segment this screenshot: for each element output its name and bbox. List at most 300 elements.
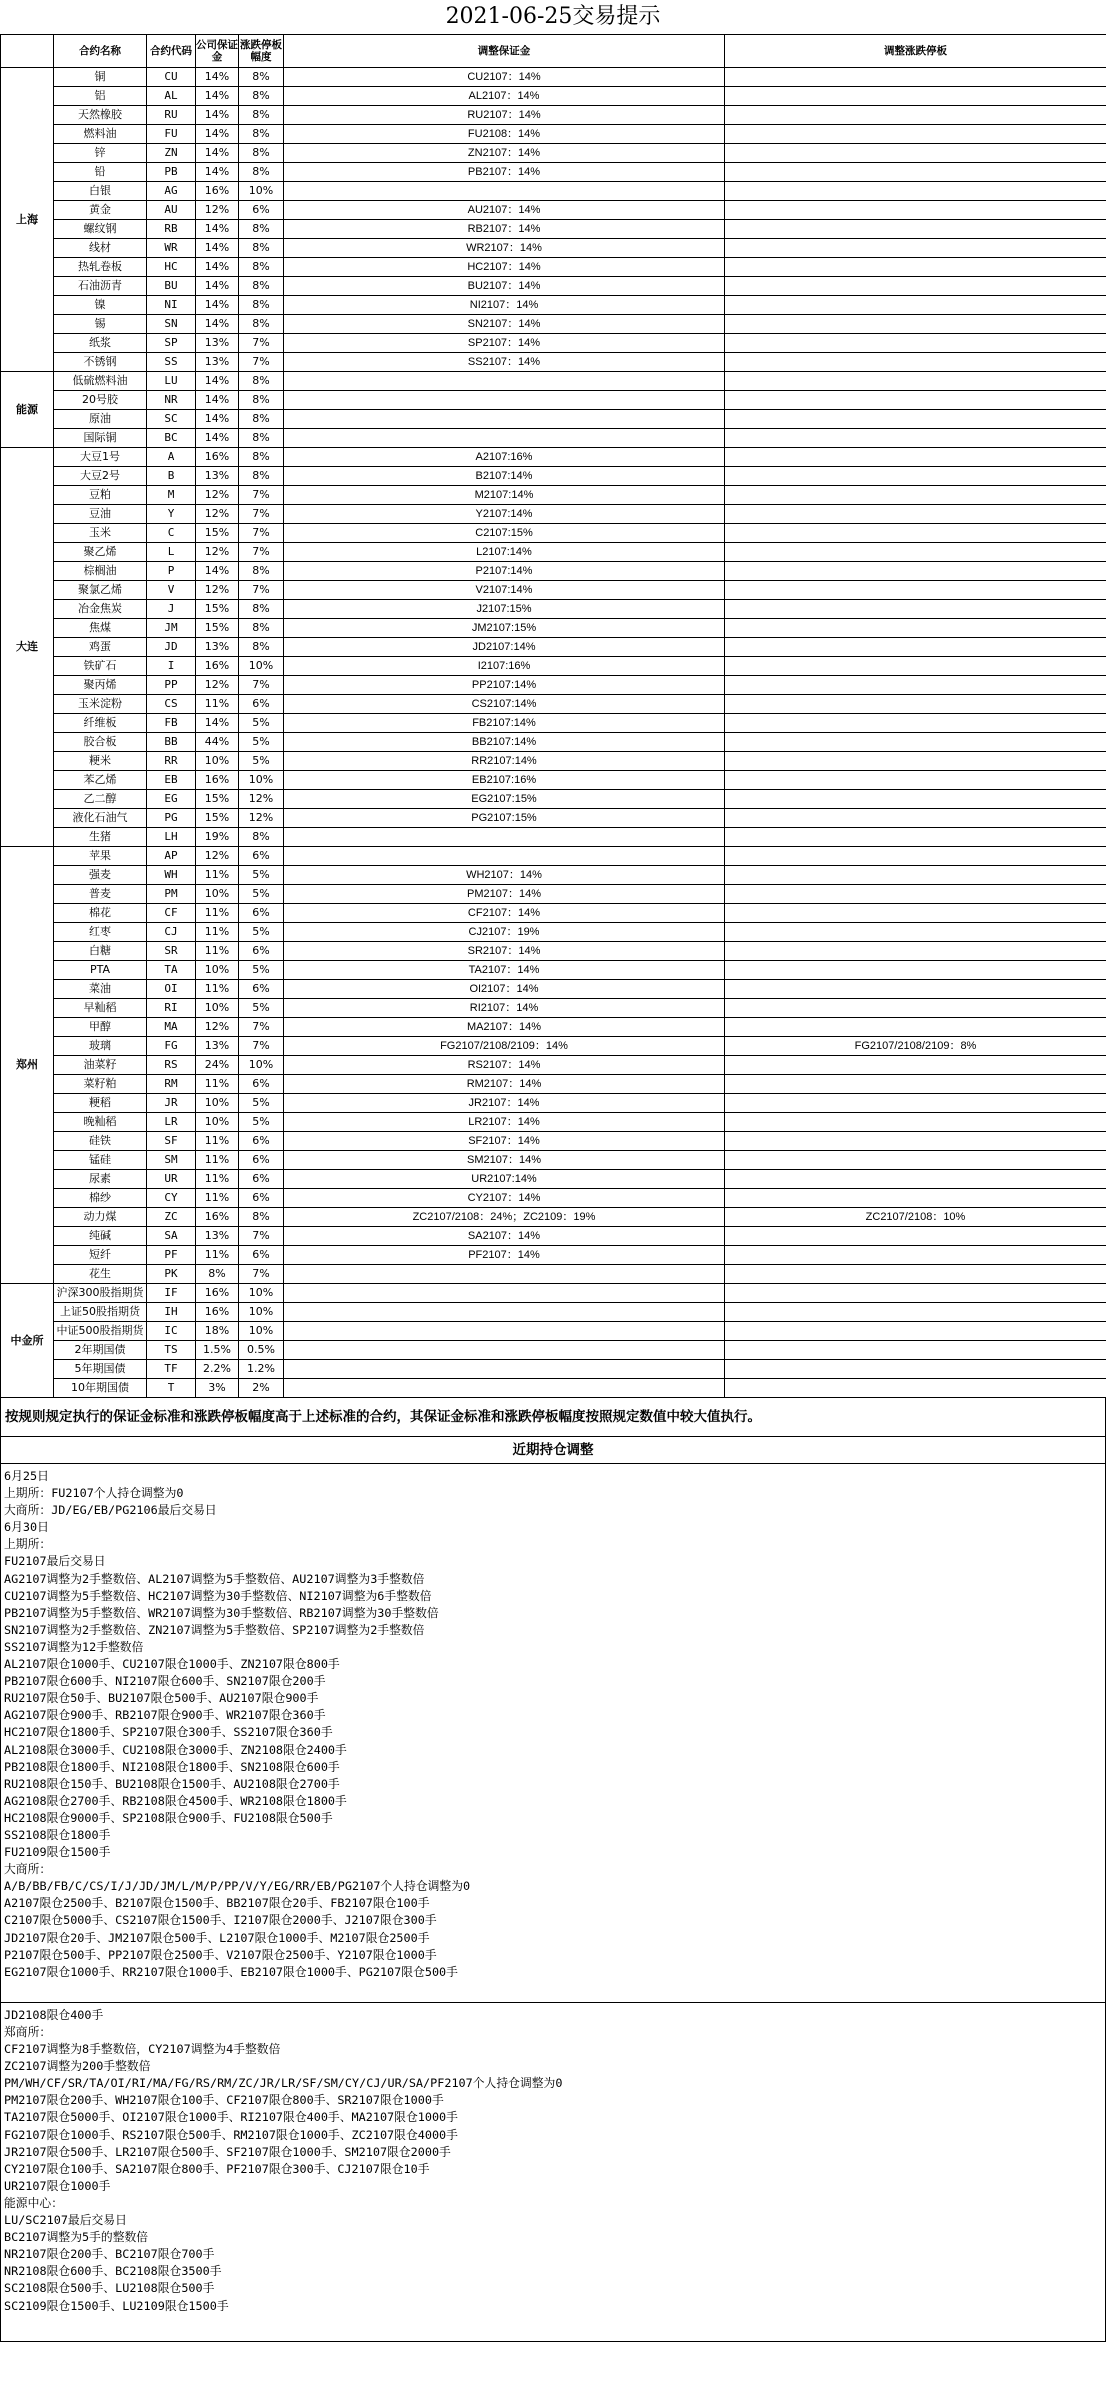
company-margin: 15% (196, 809, 239, 828)
adjusted-limit (725, 353, 1106, 372)
position-line: CF2107调整为8手整数倍，CY2107调整为4手整数倍 (4, 2042, 281, 2057)
contract-name: 硅铁 (54, 1132, 147, 1151)
adjusted-limit (725, 1246, 1106, 1265)
company-margin: 12% (196, 505, 239, 524)
table-row (1, 391, 1106, 410)
price-limit: 12% (239, 790, 284, 809)
position-line: 郑商所： (4, 2025, 52, 2039)
position-line: ZC2107调整为200手整数倍 (4, 2059, 151, 2074)
company-margin: 3% (196, 1379, 239, 1398)
contract-code: TA (147, 961, 196, 980)
adjusted-limit (725, 1322, 1106, 1341)
adjusted-margin: HC2107：14% (284, 258, 725, 277)
divider (1, 2002, 1105, 2003)
contract-code: AG (147, 182, 196, 201)
position-line: HC2108限仓9000手、SP2108限仓900手、FU2108限仓500手 (4, 1810, 333, 1825)
table-row (1, 562, 1106, 581)
table-row (1, 980, 1106, 999)
contract-name: 液化石油气 (54, 809, 147, 828)
company-margin: 15% (196, 524, 239, 543)
adjusted-limit (725, 904, 1106, 923)
contract-name: 动力煤 (54, 1208, 147, 1227)
position-line: AG2107调整为2手整数倍、AL2107调整为5手整数倍、AU2107调整为3手整数倍 (4, 1571, 425, 1586)
contract-code: SN (147, 315, 196, 334)
table-row (1, 999, 1106, 1018)
adjusted-margin: FB2107:14% (284, 714, 725, 733)
contract-code: CF (147, 904, 196, 923)
contract-code: FG (147, 1037, 196, 1056)
price-limit: 5% (239, 885, 284, 904)
company-margin: 16% (196, 448, 239, 467)
contract-name: 焦煤 (54, 619, 147, 638)
table-row (1, 1094, 1106, 1113)
position-line: TA2107限仓5000手、OI2107限仓1000手、RI2107限仓400手、MA2107限仓1000手 (4, 2110, 458, 2125)
table-row (1, 258, 1106, 277)
header-limit: 涨跌停板幅度 (239, 35, 284, 68)
contract-code: RI (147, 999, 196, 1018)
exchange-cell: 中金所 (1, 1284, 54, 1398)
contract-name: 不锈钢 (54, 353, 147, 372)
company-margin: 11% (196, 980, 239, 999)
adjusted-margin: SN2107：14% (284, 315, 725, 334)
contract-name: 棕榈油 (54, 562, 147, 581)
position-line: EG2107限仓1000手、RR2107限仓1000手、EB2107限仓1000手、PG2107限仓500手 (4, 1964, 458, 1979)
adjusted-margin: RB2107：14% (284, 220, 725, 239)
price-limit: 8% (239, 391, 284, 410)
contract-code: PG (147, 809, 196, 828)
contract-name: 玉米 (54, 524, 147, 543)
table-row (1, 410, 1106, 429)
contract-name: 玉米淀粉 (54, 695, 147, 714)
adjusted-limit (725, 790, 1106, 809)
contract-code: SC (147, 410, 196, 429)
table-row (1, 1189, 1106, 1208)
company-margin: 11% (196, 1151, 239, 1170)
price-limit: 8% (239, 258, 284, 277)
company-margin: 11% (196, 904, 239, 923)
contract-code: RU (147, 106, 196, 125)
adjusted-limit (725, 201, 1106, 220)
contract-name: 纸浆 (54, 334, 147, 353)
contract-name: 强麦 (54, 866, 147, 885)
position-line: PB2108限仓1800手、NI2108限仓1800手、SN2108限仓600手 (4, 1759, 340, 1774)
contract-code: I (147, 657, 196, 676)
price-limit: 8% (239, 239, 284, 258)
position-line: FG2107限仓1000手、RS2107限仓500手、RM2107限仓1000手、ZC2107限仓4000手 (4, 2127, 458, 2142)
contract-name: 热轧卷板 (54, 258, 147, 277)
company-margin: 12% (196, 486, 239, 505)
adjusted-margin (284, 182, 725, 201)
contract-name: 锌 (54, 144, 147, 163)
price-limit: 2% (239, 1379, 284, 1398)
adjusted-margin: EG2107:15% (284, 790, 725, 809)
table-row (1, 486, 1106, 505)
contract-code: C (147, 524, 196, 543)
table-row (1, 1151, 1106, 1170)
company-margin: 12% (196, 543, 239, 562)
adjusted-limit (725, 885, 1106, 904)
contract-code: AP (147, 847, 196, 866)
company-margin: 44% (196, 733, 239, 752)
adjusted-limit (725, 676, 1106, 695)
table-row (1, 695, 1106, 714)
position-line: P2107限仓500手、PP2107限仓2500手、V2107限仓2500手、Y2107限仓1000手 (4, 1947, 437, 1962)
table-row (1, 619, 1106, 638)
contract-name: 胶合板 (54, 733, 147, 752)
price-limit: 10% (239, 771, 284, 790)
adjusted-limit (725, 296, 1106, 315)
position-line: JR2107限仓500手、LR2107限仓500手、SF2107限仓1000手、SM2107限仓2000手 (4, 2144, 451, 2159)
adjusted-limit (725, 87, 1106, 106)
adjusted-limit (725, 1360, 1106, 1379)
company-margin: 11% (196, 1189, 239, 1208)
price-limit: 6% (239, 695, 284, 714)
contract-name: 甲醇 (54, 1018, 147, 1037)
table-row (1, 315, 1106, 334)
company-margin: 13% (196, 334, 239, 353)
adjusted-margin (284, 1265, 725, 1284)
table-row (1, 372, 1106, 391)
table-row (1, 106, 1106, 125)
adjusted-limit (725, 1094, 1106, 1113)
position-line: LU/SC2107最后交易日 (4, 2213, 127, 2228)
company-margin: 12% (196, 676, 239, 695)
company-margin: 14% (196, 125, 239, 144)
price-limit: 7% (239, 505, 284, 524)
table-row (1, 961, 1106, 980)
contract-code: A (147, 448, 196, 467)
contract-code: LH (147, 828, 196, 847)
company-margin: 10% (196, 961, 239, 980)
company-margin: 15% (196, 790, 239, 809)
company-margin: 16% (196, 182, 239, 201)
contract-name: 铁矿石 (54, 657, 147, 676)
price-limit: 8% (239, 163, 284, 182)
adjusted-limit (725, 1379, 1106, 1398)
contract-code: MA (147, 1018, 196, 1037)
contract-name: 菜籽粕 (54, 1075, 147, 1094)
position-line: NR2107限仓200手、BC2107限仓700手 (4, 2247, 215, 2262)
price-limit: 7% (239, 1227, 284, 1246)
adjusted-margin: SA2107：14% (284, 1227, 725, 1246)
adjusted-margin: PF2107：14% (284, 1246, 725, 1265)
company-margin: 11% (196, 695, 239, 714)
contract-code: JM (147, 619, 196, 638)
exchange-cell: 大连 (1, 448, 54, 847)
adjusted-limit (725, 144, 1106, 163)
company-margin: 10% (196, 1094, 239, 1113)
adjusted-margin: MA2107：14% (284, 1018, 725, 1037)
adjusted-margin: JD2107:14% (284, 638, 725, 657)
company-margin: 11% (196, 923, 239, 942)
table-row (1, 847, 1106, 866)
company-margin: 14% (196, 68, 239, 87)
adjusted-limit (725, 1113, 1106, 1132)
contract-name: 粳米 (54, 752, 147, 771)
contract-code: PM (147, 885, 196, 904)
price-limit: 6% (239, 1246, 284, 1265)
table-row (1, 334, 1106, 353)
contract-name: 普麦 (54, 885, 147, 904)
header-code: 合约代码 (147, 35, 196, 68)
table-row (1, 1075, 1106, 1094)
adjusted-limit (725, 220, 1106, 239)
contract-name: 棉纱 (54, 1189, 147, 1208)
adjusted-limit (725, 809, 1106, 828)
contract-name: 5年期国债 (54, 1360, 147, 1379)
adjusted-margin: V2107:14% (284, 581, 725, 600)
rule-note: 按规则规定执行的保证金标准和涨跌停板幅度高于上述标准的合约，其保证金标准和涨跌停板幅度按照规定数值中较大值执行。 (0, 1398, 1106, 1437)
position-line: A2107限仓2500手、B2107限仓1500手、BB2107限仓20手、FB2107限仓100手 (4, 1896, 430, 1911)
company-margin: 24% (196, 1056, 239, 1075)
adjusted-limit (725, 163, 1106, 182)
contract-name: 燃料油 (54, 125, 147, 144)
company-margin: 14% (196, 258, 239, 277)
company-margin: 12% (196, 847, 239, 866)
adjusted-margin: FU2108：14% (284, 125, 725, 144)
table-row (1, 220, 1106, 239)
company-margin: 16% (196, 657, 239, 676)
table-row (1, 505, 1106, 524)
price-limit: 6% (239, 1132, 284, 1151)
adjusted-margin: WR2107：14% (284, 239, 725, 258)
table-row (1, 1132, 1106, 1151)
company-margin: 14% (196, 372, 239, 391)
table-row (1, 68, 1106, 87)
contract-code: FU (147, 125, 196, 144)
contract-code: CY (147, 1189, 196, 1208)
price-limit: 7% (239, 1018, 284, 1037)
contract-code: ZN (147, 144, 196, 163)
adjusted-limit (725, 334, 1106, 353)
position-line: AL2108限仓3000手、CU2108限仓3000手、ZN2108限仓2400手 (4, 1742, 347, 1757)
adjusted-margin: PB2107：14% (284, 163, 725, 182)
table-row (1, 467, 1106, 486)
price-limit: 7% (239, 581, 284, 600)
position-line: SN2107调整为2手整数倍、ZN2107调整为5手整数倍、SP2107调整为2手整数倍 (4, 1622, 425, 1637)
price-limit: 6% (239, 1151, 284, 1170)
table-row (1, 942, 1106, 961)
contract-code: PP (147, 676, 196, 695)
price-limit: 10% (239, 182, 284, 201)
table-row (1, 1322, 1106, 1341)
price-limit: 8% (239, 429, 284, 448)
contract-code: SA (147, 1227, 196, 1246)
contract-code: TS (147, 1341, 196, 1360)
table-row (1, 657, 1106, 676)
price-limit: 7% (239, 543, 284, 562)
contract-code: BC (147, 429, 196, 448)
company-margin: 14% (196, 391, 239, 410)
position-line: PB2107调整为5手整数倍、WR2107调整为30手整数倍、RB2107调整为30手整数倍 (4, 1605, 439, 1620)
price-limit: 6% (239, 904, 284, 923)
contract-name: 锰硅 (54, 1151, 147, 1170)
position-line: 上期所：FU2107个人持仓调整为0 (4, 1486, 184, 1501)
position-line: C2107限仓5000手、CS2107限仓1500手、I2107限仓2000手、J2107限仓300手 (4, 1913, 437, 1928)
adjusted-limit (725, 125, 1106, 144)
header-exchange (1, 35, 54, 68)
contract-code: L (147, 543, 196, 562)
contract-code: WH (147, 866, 196, 885)
adjusted-margin: JR2107：14% (284, 1094, 725, 1113)
adjusted-margin (284, 1341, 725, 1360)
adjusted-margin: SM2107：14% (284, 1151, 725, 1170)
position-line: 能源中心： (4, 2195, 63, 2210)
table-row (1, 239, 1106, 258)
positions-header: 近期持仓调整 (0, 1437, 1106, 1464)
contract-name: 花生 (54, 1265, 147, 1284)
table-row (1, 638, 1106, 657)
table-body (1, 68, 1106, 1398)
table-row (1, 714, 1106, 733)
contract-name: 大豆2号 (54, 467, 147, 486)
adjusted-limit: FG2107/2108/2109：8% (725, 1037, 1106, 1056)
price-limit: 5% (239, 752, 284, 771)
page-title: 2021-06-25交易提示 (445, 4, 661, 29)
adjusted-margin (284, 410, 725, 429)
contract-code: EB (147, 771, 196, 790)
price-limit: 6% (239, 1189, 284, 1208)
contract-name: 中证500股指期货 (54, 1322, 147, 1341)
price-limit: 6% (239, 942, 284, 961)
contract-name: 锡 (54, 315, 147, 334)
company-margin: 11% (196, 1246, 239, 1265)
adjusted-limit (725, 1265, 1106, 1284)
contract-code: CU (147, 68, 196, 87)
adjusted-limit (725, 505, 1106, 524)
contract-code: ZC (147, 1208, 196, 1227)
contract-name: 铝 (54, 87, 147, 106)
contract-code: J (147, 600, 196, 619)
contract-name: 短纤 (54, 1246, 147, 1265)
adjusted-limit (725, 1151, 1106, 1170)
contract-code: TF (147, 1360, 196, 1379)
adjusted-limit (725, 828, 1106, 847)
adjusted-limit (725, 847, 1106, 866)
table-row (1, 581, 1106, 600)
table-row (1, 182, 1106, 201)
contract-code: JR (147, 1094, 196, 1113)
contract-code: V (147, 581, 196, 600)
contract-code: T (147, 1379, 196, 1398)
table-row (1, 771, 1106, 790)
adjusted-margin: WH2107：14% (284, 866, 725, 885)
contract-code: RB (147, 220, 196, 239)
adjusted-margin (284, 1303, 725, 1322)
contract-name: 晚籼稻 (54, 1113, 147, 1132)
contract-code: OI (147, 980, 196, 999)
header-adjust-limit: 调整涨跌停板 (725, 35, 1106, 68)
adjusted-limit (725, 68, 1106, 87)
adjusted-limit (725, 752, 1106, 771)
contract-name: 白银 (54, 182, 147, 201)
adjusted-margin: ZN2107：14% (284, 144, 725, 163)
price-limit: 6% (239, 201, 284, 220)
adjusted-limit: ZC2107/2108：10% (725, 1208, 1106, 1227)
table-header-row (1, 35, 1106, 68)
price-limit: 8% (239, 619, 284, 638)
price-limit: 10% (239, 1322, 284, 1341)
adjusted-margin: BU2107：14% (284, 277, 725, 296)
position-line: JD2107限仓20手、JM2107限仓500手、L2107限仓1000手、M2107限仓2500手 (4, 1930, 430, 1945)
contract-name: 10年期国债 (54, 1379, 147, 1398)
adjusted-margin: UR2107:14% (284, 1170, 725, 1189)
contract-name: 玻璃 (54, 1037, 147, 1056)
company-margin: 16% (196, 1284, 239, 1303)
contract-name: 石油沥青 (54, 277, 147, 296)
contract-name: 原油 (54, 410, 147, 429)
contract-code: CJ (147, 923, 196, 942)
adjusted-margin (284, 847, 725, 866)
contract-code: SS (147, 353, 196, 372)
price-limit: 8% (239, 410, 284, 429)
table-row (1, 144, 1106, 163)
contract-code: HC (147, 258, 196, 277)
adjusted-margin: SR2107：14% (284, 942, 725, 961)
contract-name: 黄金 (54, 201, 147, 220)
adjusted-margin: Y2107:14% (284, 505, 725, 524)
price-limit: 8% (239, 467, 284, 486)
company-margin: 14% (196, 315, 239, 334)
contract-name: 油菜籽 (54, 1056, 147, 1075)
adjusted-margin: NI2107：14% (284, 296, 725, 315)
company-margin: 8% (196, 1265, 239, 1284)
contract-name: 大豆1号 (54, 448, 147, 467)
price-limit: 7% (239, 524, 284, 543)
company-margin: 14% (196, 87, 239, 106)
adjusted-margin: I2107:16% (284, 657, 725, 676)
price-limit: 8% (239, 372, 284, 391)
adjusted-limit (725, 714, 1106, 733)
contract-code: M (147, 486, 196, 505)
adjusted-margin: P2107:14% (284, 562, 725, 581)
position-line: CY2107限仓100手、SA2107限仓800手、PF2107限仓300手、CJ2107限仓10手 (4, 2161, 430, 2176)
company-margin: 14% (196, 410, 239, 429)
price-limit: 8% (239, 125, 284, 144)
table-row (1, 1265, 1106, 1284)
adjusted-limit (725, 1303, 1106, 1322)
contract-code: FB (147, 714, 196, 733)
adjusted-limit (725, 1341, 1106, 1360)
adjusted-margin (284, 429, 725, 448)
price-limit: 6% (239, 847, 284, 866)
adjusted-margin: CU2107：14% (284, 68, 725, 87)
margin-table (0, 34, 1106, 1398)
contract-code: AL (147, 87, 196, 106)
company-margin: 15% (196, 619, 239, 638)
adjusted-limit (725, 600, 1106, 619)
position-line: AG2108限仓2700手、RB2108限仓4500手、WR2108限仓1800手 (4, 1793, 347, 1808)
table-row (1, 809, 1106, 828)
price-limit: 5% (239, 999, 284, 1018)
adjusted-limit (725, 391, 1106, 410)
company-margin: 14% (196, 239, 239, 258)
contract-name: 铜 (54, 68, 147, 87)
adjusted-limit (725, 182, 1106, 201)
position-line: SS2107调整为12手整数倍 (4, 1639, 144, 1654)
table-row (1, 429, 1106, 448)
adjusted-limit (725, 733, 1106, 752)
adjusted-limit (725, 1018, 1106, 1037)
price-limit: 8% (239, 828, 284, 847)
table-row (1, 1227, 1106, 1246)
adjusted-margin: J2107:15% (284, 600, 725, 619)
table-row (1, 543, 1106, 562)
price-limit: 5% (239, 923, 284, 942)
adjusted-margin: BB2107:14% (284, 733, 725, 752)
exchange-cell: 上海 (1, 68, 54, 372)
table-row (1, 1170, 1106, 1189)
